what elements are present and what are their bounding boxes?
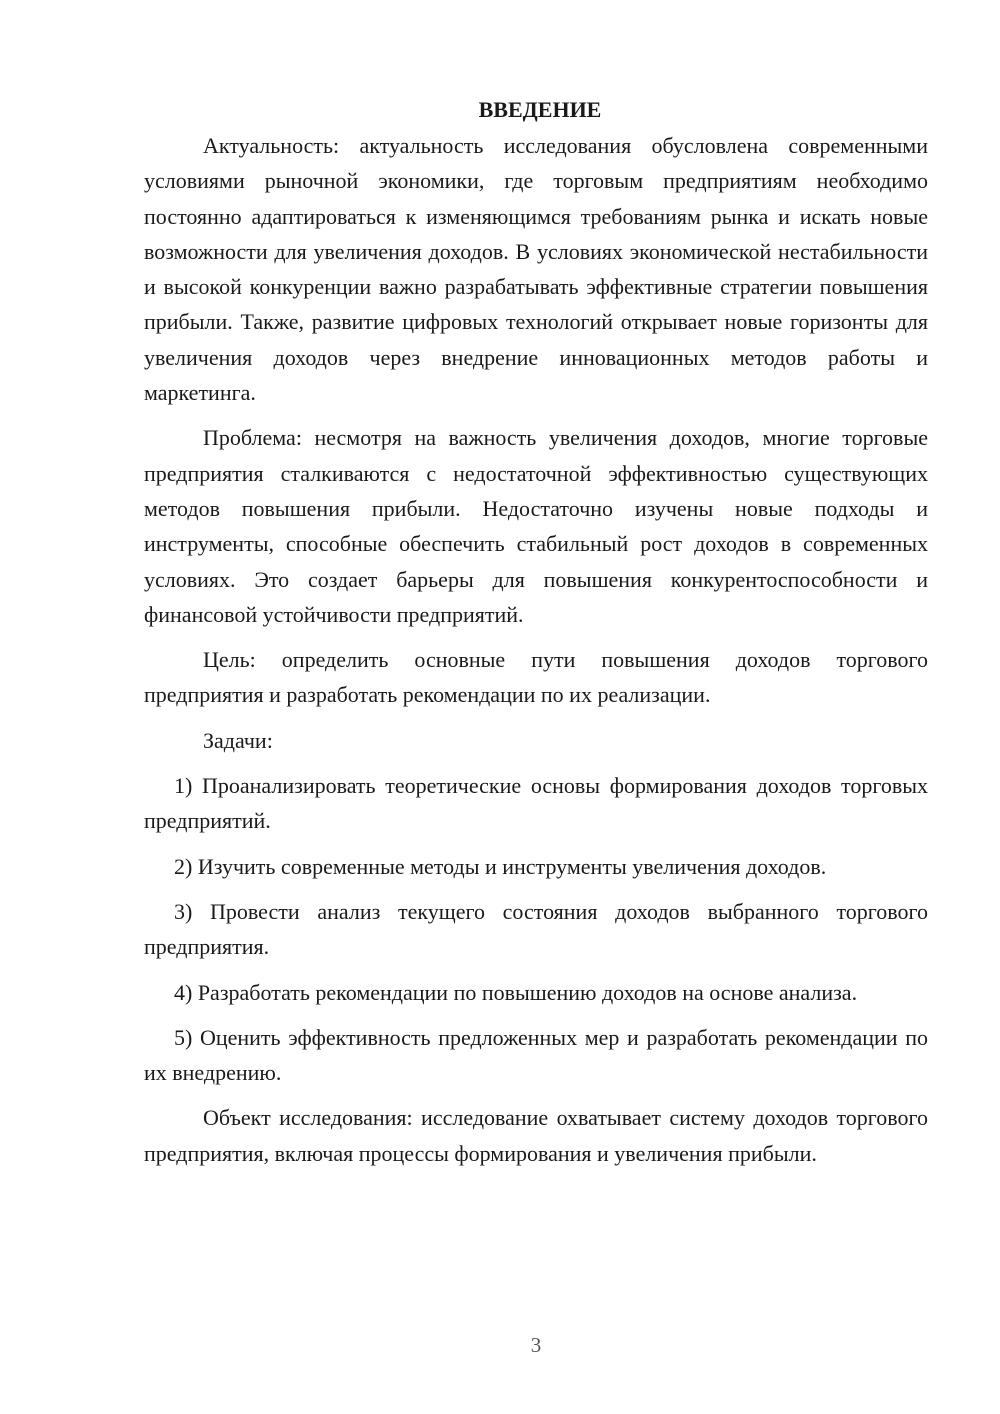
task-item: 5) Оценить эффективность предложенных мер и разработать рекомендации по их внедрению. [144,1024,928,1086]
object-paragraph: Объект исследования: исследование охватывает систему доходов торгового предприятия, включая процессы формирования и увеличения прибыли. [144,1105,928,1166]
task-item: 1) Проанализировать теоретические основы формирования доходов торговых предприятий. [144,773,928,834]
section-heading: ВВЕДЕНИЕ [478,97,602,122]
goal-paragraph: Цель: определить основные пути повышения доходов торгового предприятия и разработать рекомендации по их реализации. [144,647,928,708]
task-item: 4) Разработать рекомендации по повышению доходов на основе анализа. [174,979,858,1005]
task-item: 3) Провести анализ текущего состояния доходов выбранного торгового предприятия. [144,898,928,960]
page-content [144,92,928,1171]
relevance-paragraph: Актуальность: актуальность исследования обусловлена современными условиями рыночной экономики, где торговым предприятиям необходимо постоянно адаптироваться к изменяющимся требованиям рынка и искать новые возможности для увеличения доходов. В условиях экономической нестабильности и высокой конкуренции важно разрабатывать эффективные стратегии повышения прибыли. Также, развитие цифровых технологий открывает новые горизонты для увеличения доходов через внедрение инновационных методов работы и маркетинга. [144,133,928,406]
task-item: 2) Изучить современные методы и инструменты увеличения доходов. [174,853,827,879]
page-number: 3 [530,1333,542,1357]
tasks-label: Задачи: [203,727,273,753]
problem-paragraph: Проблема: несмотря на важность увеличения доходов, многие торговые предприятия сталкиваются с недостаточной эффективностью существующих методов повышения прибыли. Недостаточно изучены новые подходы и инструменты, способные обеспечить стабильный рост доходов в современных условиях. Это создает барьеры для повышения конкурентоспособности и финансовой устойчивости предприятий. [144,425,928,627]
